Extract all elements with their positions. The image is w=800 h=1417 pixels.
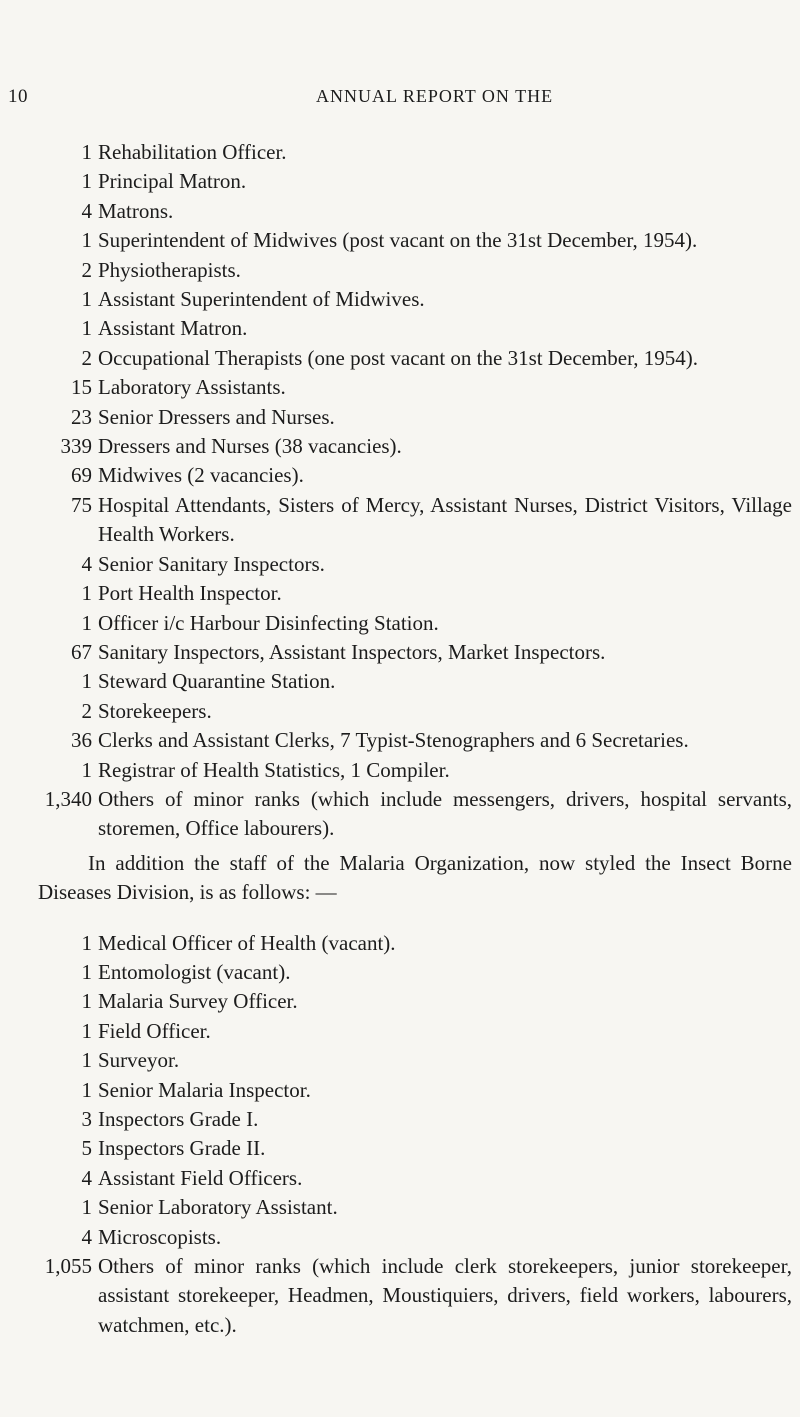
staff-entry — [0, 226, 800, 255]
staff-count: 1 — [81, 1195, 92, 1220]
staff-entry — [0, 1076, 800, 1105]
staff-title: Senior Dressers and Nurses. — [98, 404, 335, 429]
staff-entry — [0, 373, 800, 402]
staff-count: 4 — [81, 1165, 92, 1190]
page-number: 10 — [8, 86, 28, 107]
staff-count: 75 — [71, 492, 92, 517]
staff-entry — [0, 1046, 800, 1075]
staff-title: Senior Malaria Inspector. — [98, 1077, 311, 1102]
staff-count: 2 — [81, 257, 92, 282]
staff-entry — [0, 197, 800, 226]
staff-entry — [0, 1134, 800, 1163]
staff-count: 1 — [81, 581, 92, 606]
staff-title: Superintendent of Midwives (post vacant on the 31st December, 1954). — [98, 228, 698, 253]
staff-count: 23 — [71, 404, 92, 429]
staff-count: 4 — [81, 198, 92, 223]
staff-title: Midwives (2 vacancies). — [98, 463, 304, 488]
staff-count: 1 — [81, 316, 92, 341]
staff-title: Field Officer. — [98, 1018, 211, 1043]
staff-entry — [0, 550, 800, 579]
staff-entry — [0, 638, 800, 667]
staff-count: 1 — [81, 989, 92, 1014]
staff-title: Steward Quarantine Station. — [98, 669, 336, 694]
staff-entry — [0, 432, 800, 461]
staff-entry — [0, 461, 800, 490]
staff-title: Dressers and Nurses (38 vacancies). — [98, 434, 402, 459]
staff-title: Occupational Therapists (one post vacant on the 31st December, 1954). — [98, 345, 699, 370]
staff-entry — [0, 609, 800, 638]
staff-entry — [0, 697, 800, 726]
staff-count: 1 — [81, 140, 92, 164]
staff-entry — [0, 491, 800, 550]
staff-entry — [0, 1105, 800, 1134]
staff-count: 1 — [81, 169, 92, 194]
staff-entry — [0, 1164, 800, 1193]
staff-list — [0, 138, 800, 1340]
staff-entry — [0, 314, 800, 343]
staff-title: Hospital Attendants, Sisters of Mercy, Assistant Nurses, District Visitors, Village Health Workers. — [98, 492, 792, 547]
staff-count: 4 — [81, 551, 92, 576]
staff-count: 339 — [60, 434, 92, 459]
staff-title: Rehabilitation Officer. — [98, 140, 287, 164]
staff-title: Sanitary Inspectors, Assistant Inspectors, Market Inspectors. — [98, 639, 606, 664]
staff-title: Senior Laboratory Assistant. — [98, 1195, 338, 1220]
staff-title: Inspectors Grade II. — [98, 1136, 266, 1161]
staff-count: 15 — [71, 375, 92, 400]
staff-count: 5 — [81, 1136, 92, 1161]
staff-entry — [0, 138, 800, 167]
intro-paragraph: In addition the staff of the Malaria Organization, now styled the Insect Borne Diseases Division, is as follows: — — [38, 850, 792, 905]
staff-entry — [0, 1252, 800, 1340]
staff-count: 3 — [81, 1107, 92, 1131]
staff-title: Clerks and Assistant Clerks, 7 Typist-Stenographers and 6 Secretaries. — [98, 728, 689, 753]
staff-count: 67 — [71, 639, 92, 664]
staff-title: Inspectors Grade I. — [98, 1107, 259, 1131]
staff-title: Laboratory Assistants. — [98, 375, 286, 400]
staff-entry — [0, 256, 800, 285]
staff-count: 1 — [81, 610, 92, 635]
staff-entry — [0, 344, 800, 373]
staff-count: 1 — [81, 1048, 92, 1073]
staff-count: 1 — [81, 959, 92, 984]
staff-entry — [0, 726, 800, 755]
staff-title: Officer i/c Harbour Disinfecting Station. — [98, 610, 439, 635]
staff-entry — [0, 403, 800, 432]
staff-title: Malaria Survey Officer. — [98, 989, 298, 1014]
staff-count: 2 — [81, 345, 92, 370]
insect-borne-staff-list — [0, 929, 800, 1341]
staff-count: 1 — [81, 287, 92, 312]
staff-entry — [0, 667, 800, 696]
staff-count: 2 — [81, 698, 92, 723]
staff-entry — [0, 1017, 800, 1046]
page-header — [0, 86, 800, 116]
staff-title: Registrar of Health Statistics, 1 Compiler. — [98, 757, 450, 782]
staff-title: Medical Officer of Health (vacant). — [98, 930, 396, 955]
staff-title: Assistant Field Officers. — [98, 1165, 303, 1190]
staff-count: 1,340 — [44, 786, 92, 811]
running-title: ANNUAL REPORT ON THE — [316, 86, 554, 106]
staff-title: Entomologist (vacant). — [98, 959, 291, 984]
staff-title: Senior Sanitary Inspectors. — [98, 551, 325, 576]
staff-count: 1 — [81, 669, 92, 694]
staff-entry — [0, 285, 800, 314]
staff-count: 4 — [81, 1224, 92, 1249]
staff-title: Principal Matron. — [98, 169, 247, 194]
staff-entry — [0, 167, 800, 196]
staff-entry — [0, 1193, 800, 1222]
staff-entry — [0, 987, 800, 1016]
staff-title: Others of minor ranks (which include messengers, drivers, hospital servants, storemen, Office labourers). — [98, 786, 792, 841]
medical-staff-list — [0, 138, 800, 844]
staff-entry — [0, 785, 800, 844]
staff-entry — [0, 579, 800, 608]
staff-entry — [0, 958, 800, 987]
staff-title: Assistant Superintendent of Midwives. — [98, 287, 425, 312]
staff-entry — [0, 1223, 800, 1252]
staff-title: Storekeepers. — [98, 698, 212, 723]
staff-title: Port Health Inspector. — [98, 581, 282, 606]
staff-count: 1 — [81, 1077, 92, 1102]
staff-entry — [0, 756, 800, 785]
staff-title: Physiotherapists. — [98, 257, 241, 282]
staff-count: 1,055 — [44, 1254, 92, 1279]
staff-title: Others of minor ranks (which include clerk storekeepers, junior storekeeper, assistant storekeeper, Headmen, Moustiquiers, drivers, field workers, labourers, watchmen, etc.). — [98, 1254, 792, 1337]
staff-count: 1 — [81, 228, 92, 253]
staff-title: Surveyor. — [98, 1048, 180, 1073]
staff-count: 1 — [81, 1018, 92, 1043]
staff-title: Assistant Matron. — [98, 316, 248, 341]
staff-title: Microscopists. — [98, 1224, 222, 1249]
staff-count: 1 — [81, 757, 92, 782]
staff-title: Matrons. — [98, 198, 174, 223]
staff-count: 69 — [71, 463, 92, 488]
staff-entry — [0, 929, 800, 958]
staff-count: 1 — [81, 930, 92, 955]
staff-count: 36 — [71, 728, 92, 753]
